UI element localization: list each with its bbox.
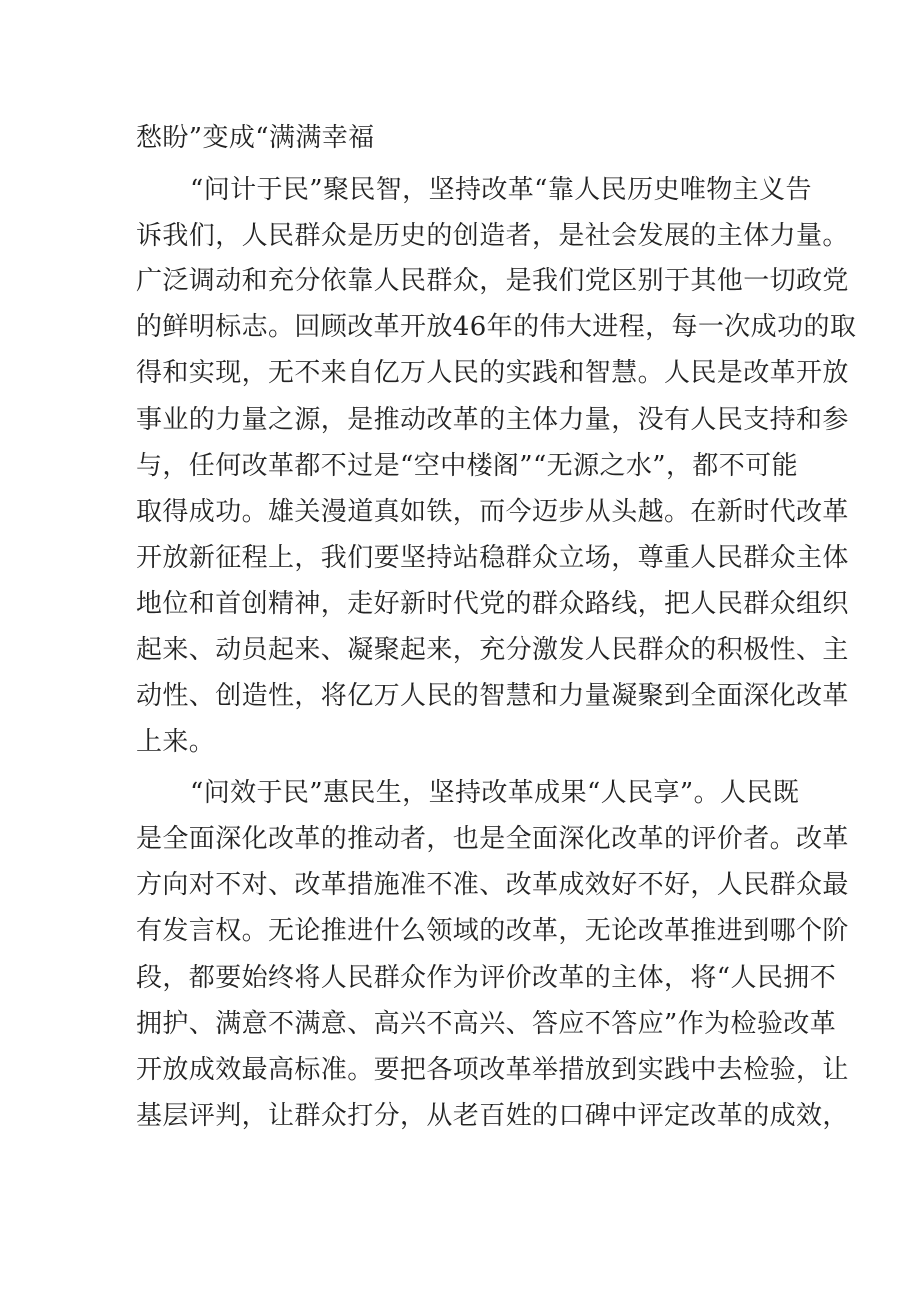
text-line: 开放成效最高标准。要把各项改革举措放到实践中去检验，让 bbox=[136, 1055, 849, 1085]
text-line: 拥护、满意不满意、高兴不高兴、答应不答应”作为检验改革 bbox=[136, 1009, 837, 1039]
text-line: 得和实现，无不来自亿万人民的实践和智慧。人民是改革开放 bbox=[136, 358, 849, 388]
paragraph-first-line: “问计于民”聚民智，坚持改革“靠人民历史唯物主义告 bbox=[190, 175, 812, 205]
text-line: 取得成功。雄关漫道真如铁，而今迈步从头越。在新时代改革 bbox=[136, 497, 849, 527]
text-line: 诉我们，人民群众是历史的创造者，是社会发展的主体力量。 bbox=[136, 221, 849, 251]
text-line: 事业的力量之源，是推动改革的主体力量，没有人民支持和参 bbox=[136, 405, 849, 435]
text-line: 开放新征程上，我们要坚持站稳群众立场，尊重人民群众主体 bbox=[136, 543, 849, 573]
text-line: 段，都要始终将人民群众作为评价改革的主体，将“人民拥不 bbox=[136, 963, 837, 993]
text-line: 动性、创造性，将亿万人民的智慧和力量凝聚到全面深化改革 bbox=[136, 681, 849, 711]
text-line: 与，任何改革都不过是“空中楼阁”“无源之水”，都不可能 bbox=[136, 451, 798, 481]
text-line: 广泛调动和充分依靠人民群众，是我们党区别于其他一切政党 bbox=[136, 266, 849, 296]
text-line: 地位和首创精神，走好新时代党的群众路线，把人民群众组织 bbox=[136, 589, 849, 619]
text-line: 上来。 bbox=[136, 727, 216, 757]
text-line: 方向对不对、改革措施准不准、改革成效好不好，人民群众最 bbox=[136, 870, 849, 900]
text-line: 是全面深化改革的推动者，也是全面深化改革的评价者。改革 bbox=[136, 824, 849, 854]
text-line: 基层评判，让群众打分，从老百姓的口碑中评定改革的成效， bbox=[136, 1101, 849, 1131]
paragraph-first-line: “问效于民”惠民生，坚持改革成果“人民享”。人民既 bbox=[190, 778, 800, 808]
text-line: 起来、动员起来、凝聚起来，充分激发人民群众的积极性、主 bbox=[136, 635, 849, 665]
text-line: 的鲜明标志。回顾改革开放46年的伟大进程，每一次成功的取 bbox=[136, 312, 857, 342]
text-line: 愁盼”变成“满满幸福 bbox=[136, 123, 375, 153]
text-line: 有发言权。无论推进什么领域的改革，无论改革推进到哪个阶 bbox=[136, 916, 849, 946]
